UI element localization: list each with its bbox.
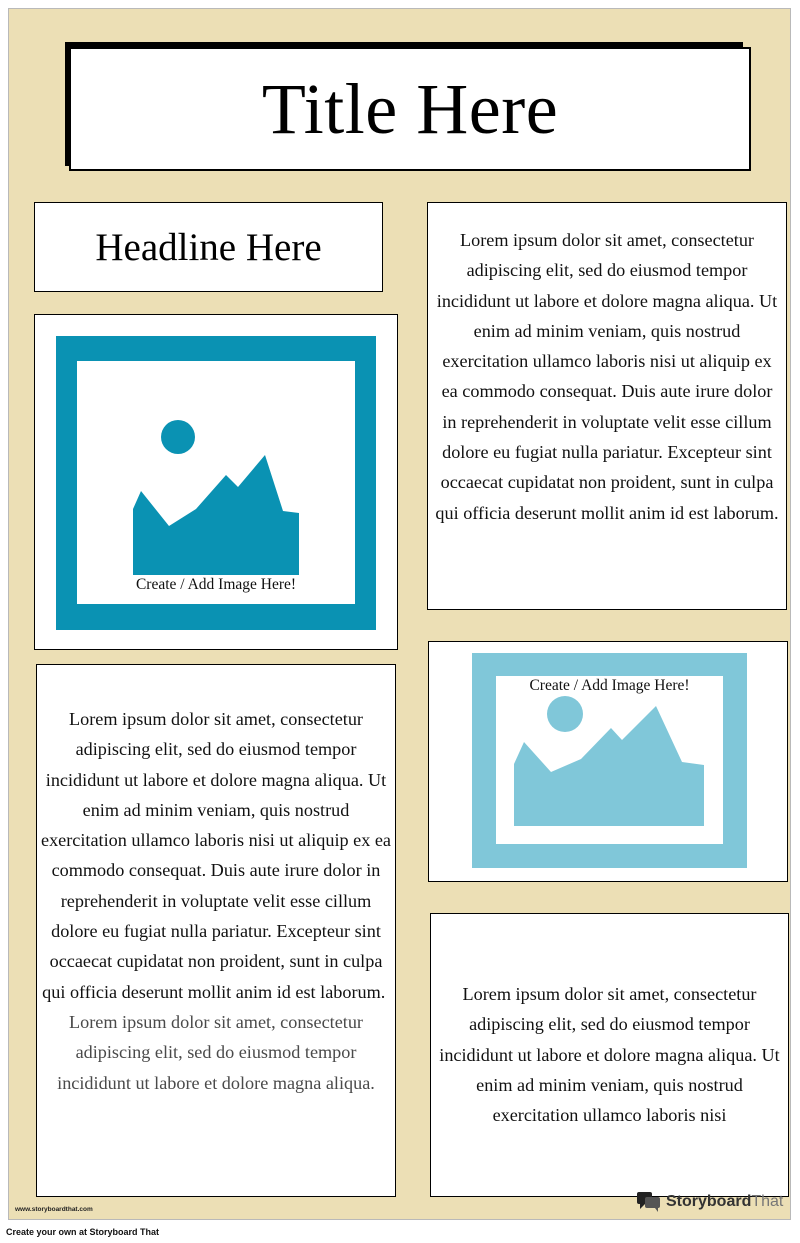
image-placeholder-frame	[56, 336, 376, 630]
logo-word-1: Storyboard	[666, 1193, 752, 1210]
text-box-top-right[interactable]	[427, 202, 787, 610]
text-box-bottom-right[interactable]	[430, 913, 789, 1197]
paragraph-bottom-left	[41, 704, 391, 1098]
logo-word-2: That	[751, 1193, 784, 1210]
landscape-image-icon	[77, 361, 355, 604]
headline-text: Headline Here	[95, 225, 322, 269]
image-placeholder-frame-2	[472, 653, 747, 868]
poster-canvas	[8, 8, 791, 1220]
speech-bubbles-icon	[636, 1191, 662, 1213]
paragraph-bottom-right: Lorem ipsum dolor sit amet, consectetur adipiscing elit, sed do eiusmod tempor incididunt ut labore et dolore magna aliqua. Ut enim ad minim veniam, quis nostrud exercitation ullamco laboris nisi	[439, 984, 780, 1126]
image-placeholder-inner-2	[496, 676, 723, 844]
text-box-bottom-left[interactable]	[36, 664, 396, 1197]
image-box-right[interactable]	[428, 641, 788, 882]
image-placeholder-inner	[77, 361, 355, 604]
site-url[interactable]: www.storyboardthat.com	[15, 1206, 93, 1213]
logo-text	[666, 1193, 783, 1211]
footer-credit[interactable]: Create your own at Storyboard That	[6, 1227, 160, 1237]
image-caption: Create / Add Image Here!	[135, 576, 297, 593]
image-caption-2: Create / Add Image Here!	[529, 677, 690, 694]
paragraph-bottom-left-main: Lorem ipsum dolor sit amet, consectetur adipiscing elit, sed do eiusmod tempor incididunt ut labore et dolore magna aliqua. Ut enim ad minim veniam, quis nostrud exercitation ullamco laboris nisi ut aliquip ex ea commodo consequat. Duis aute irure dolor in reprehenderit in voluptate velit esse cillum dolore eu fugiat nulla pariatur. Excepteur sint occaecat cupidatat non proident, sunt in culpa qui officia deserunt mollit anim id est laborum.	[41, 709, 392, 1002]
image-box-left[interactable]	[34, 314, 398, 650]
storyboardthat-logo[interactable]	[636, 1191, 783, 1213]
headline-box[interactable]	[34, 202, 383, 292]
landscape-image-icon-2	[496, 676, 723, 844]
poster-title: Title Here	[261, 69, 559, 149]
paragraph-top-right: Lorem ipsum dolor sit amet, consectetur adipiscing elit, sed do eiusmod tempor incididunt ut labore et dolore magna aliqua. Ut enim ad minim veniam, quis nostrud exercitation ullamco laboris nisi ut aliquip ex ea commodo consequat. Duis aute irure dolor in reprehenderit in voluptate velit esse cillum dolore eu fugiat nulla pariatur. Excepteur sint occaecat cupidatat non proident, sunt in culpa qui officia deserunt mollit anim id est laborum.	[435, 230, 779, 523]
paragraph-bottom-left-extra: Lorem ipsum dolor sit amet, consectetur adipiscing elit, sed do eiusmod tempor incididunt ut labore et dolore magna aliqua.	[57, 1011, 375, 1093]
title-box[interactable]	[69, 47, 751, 171]
